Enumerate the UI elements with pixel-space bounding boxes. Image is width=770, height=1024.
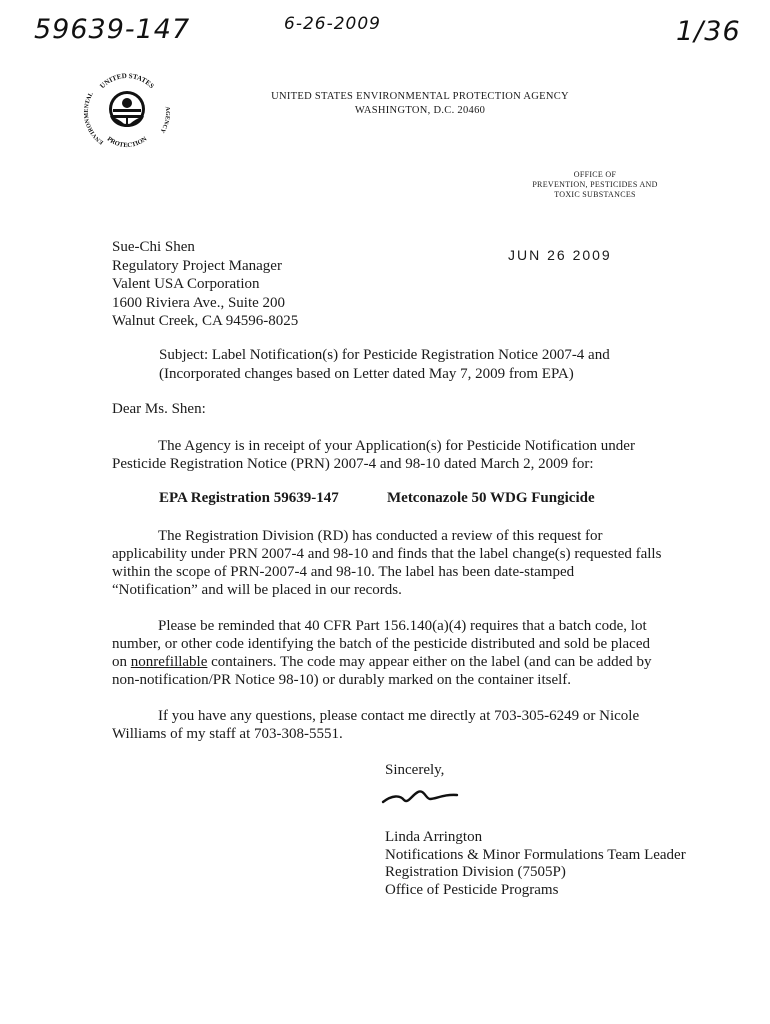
signer-division: Registration Division (7505P)	[385, 864, 566, 880]
office-line-1: OFFICE OF	[573, 170, 617, 179]
product-name: Metconazole 50 WDG Fungicide	[387, 490, 595, 506]
body-paragraph-1: The Agency is in receipt of your Application(s) for Pesticide Notification under Pesticide Registration Notice (PRN) 2007-4 and 98-10 dated March 2, 2009 for:	[112, 438, 635, 472]
registration-line	[159, 490, 595, 507]
svg-text:AGENCY	[158, 106, 170, 134]
recipient-street: 1600 Riviera Ave., Suite 200	[112, 294, 286, 311]
paragraph-3-text-end: containers. The code may appear either on the label (and can be added by non-notification/PR Notice 98-10) or durably marked on the container itself.	[112, 654, 652, 688]
handwritten-page-number: 1/36	[676, 16, 741, 47]
epa-seal-logo	[82, 66, 172, 156]
office-block	[480, 170, 710, 200]
signer-office: Office of Pesticide Programs	[385, 881, 559, 898]
seal-ring-text-right: AGENCY	[158, 106, 171, 134]
registration-number: EPA Registration 59639-147	[159, 490, 339, 506]
office-line-2: PREVENTION, PESTICIDES AND	[532, 180, 658, 189]
recipient-city: Walnut Creek, CA 94596-8025	[112, 313, 299, 329]
seal-ring-text-bottom: PROTECTION	[105, 135, 149, 150]
nonrefillable-underlined: nonrefillable	[130, 654, 208, 670]
body-paragraph-2: The Registration Division (RD) has conducted a review of this request for applicability under PRN 2007-4 and 98-10 and finds that the label change(s) requested falls within the scope of PRN-2007-4 and 98-10. The label has been date-stamped “Notification” and will be placed in our records.	[112, 528, 662, 598]
svg-text:UNITED STATES	[98, 72, 155, 90]
seal-ring-text-top: UNITED STATES	[98, 71, 156, 91]
signature-mark	[380, 786, 460, 808]
signer-title: Notifications & Minor Formulations Team Leader	[385, 846, 686, 863]
agency-name: UNITED STATES ENVIRONMENTAL PROTECTION AGENCY	[271, 91, 569, 102]
body-paragraph-3	[112, 617, 662, 689]
agency-letterhead	[200, 90, 640, 118]
recipient-name: Sue-Chi Shen	[112, 239, 195, 255]
closing: Sincerely,	[385, 762, 445, 778]
agency-location: WASHINGTON, D.C. 20460	[354, 105, 486, 116]
handwritten-date: 6-26-2009	[284, 14, 381, 34]
body-paragraph-4: If you have any questions, please contact me directly at 703-305-6249 or Nicole Williams of my staff at 703-308-5551.	[112, 708, 640, 742]
recipient-address	[112, 238, 298, 331]
handwritten-registration-number: 59639-147	[34, 14, 191, 45]
paragraph-3-text-start: Please be reminded that 40 CFR Part 156.140(a)(4) requires that a batch code, lot number, or other code identifying the batch of the pesticide distributed and sold be placed on	[112, 618, 650, 670]
salutation: Dear Ms. Shen:	[112, 401, 206, 417]
recipient-company: Valent USA Corporation	[112, 276, 260, 292]
svg-text:PROTECTION	[106, 135, 149, 149]
date-stamp: JUN 26 2009	[508, 247, 612, 263]
recipient-title: Regulatory Project Manager	[112, 257, 282, 274]
svg-text:ENVIRONMENTAL	[84, 91, 105, 145]
office-line-3: TOXIC SUBSTANCES	[554, 190, 636, 199]
signer-block	[385, 829, 686, 899]
subject-line: Subject: Label Notification(s) for Pesticide Registration Notice 2007-4 and (Incorporated changes based on Letter dated May 7, 2009 from EPA)	[159, 347, 610, 382]
seal-ring-text-left: ENVIRONMENTAL	[83, 91, 105, 145]
signer-name: Linda Arrington	[385, 829, 483, 845]
